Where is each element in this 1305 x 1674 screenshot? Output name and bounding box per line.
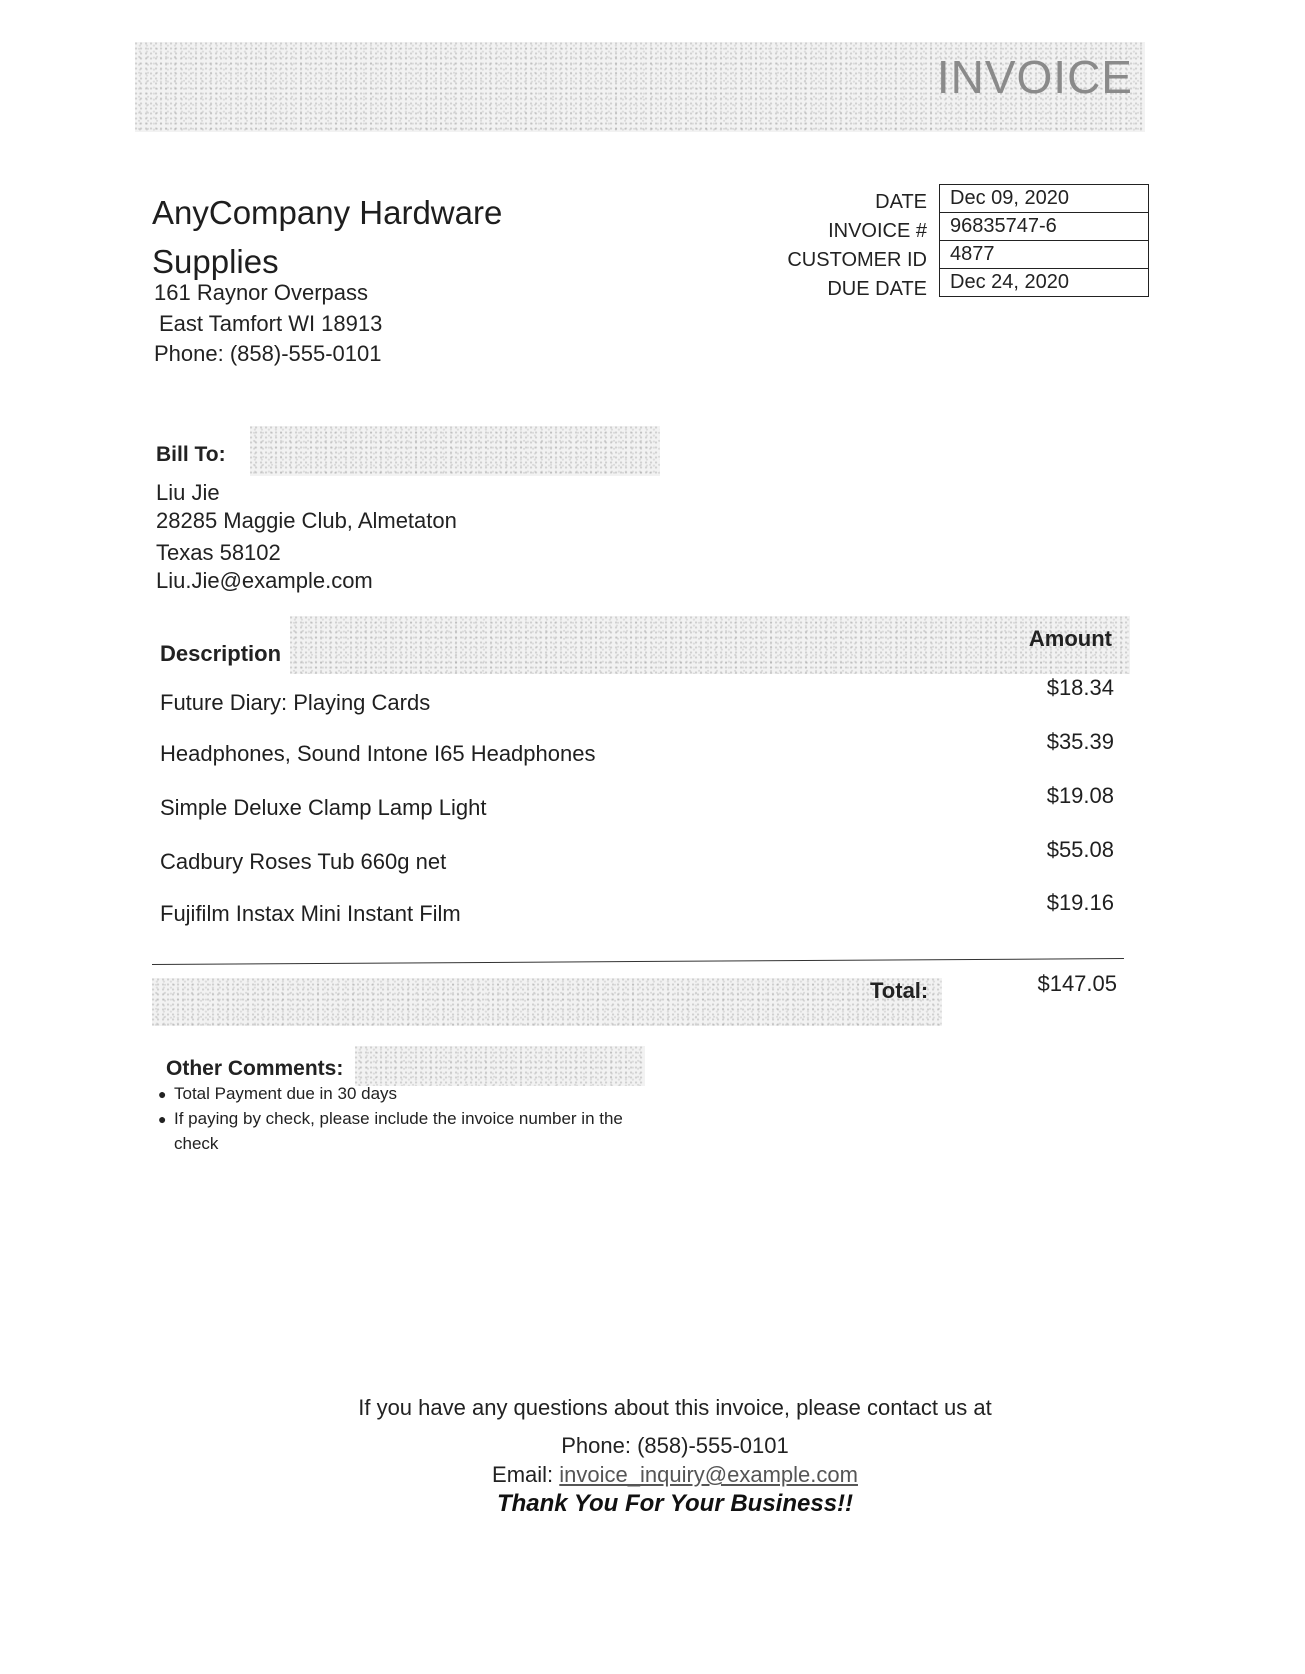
line-item-description: Cadbury Roses Tub 660g net [160,849,447,874]
description-column-header: Description [160,641,282,666]
line-item-amount: $35.39 [1046,729,1114,754]
comment-item [158,1081,634,1107]
footer-phone: Phone: (858)-555-0101 [561,1433,789,1458]
comment-item [158,1106,624,1156]
company-address-line1: 161 Raynor Overpass [154,280,368,305]
footer-email-line [0,1462,1305,1488]
bill-to-shading-band [250,426,660,476]
due-date-value: Dec 24, 2020 [950,271,1069,293]
invoice-meta-box [939,184,1149,297]
customer-id-label: CUSTOMER ID [787,249,927,271]
invoice-number-value: 96835747-6 [940,213,1148,241]
comment-text: Total Payment due in 30 days [174,1084,398,1103]
company-address-line2: East Tamfort WI 18913 [159,311,383,336]
other-comments-label: Other Comments: [166,1057,344,1080]
line-item-description: Fujifilm Instax Mini Instant Film [160,901,461,926]
bill-to-email: Liu.Jie@example.com [156,568,373,593]
comments-shading-band [355,1046,645,1086]
date-label: DATE [875,191,927,213]
invoice-meta-labels [787,188,927,304]
footer-question: If you have any questions about this invoice, please contact us at [358,1395,992,1420]
total-shading-band [152,978,942,1026]
footer-email-prefix: Email: [492,1462,554,1487]
total-label: Total: [870,978,929,1003]
description-shading-band [290,616,1130,674]
bullet-icon: ● [158,1086,167,1102]
date-value: Dec 09, 2020 [940,185,1148,213]
line-item-description: Headphones, Sound Intone I65 Headphones [160,741,596,766]
invoice-title: INVOICE [936,51,1133,103]
total-divider [152,958,1124,965]
company-name: AnyCompany Hardware Supplies [152,194,503,280]
total-value: $147.05 [1037,971,1117,996]
line-item-amount: $19.08 [1046,783,1114,808]
footer-email-link[interactable]: invoice_inquiry@example.com [559,1462,858,1487]
line-item-description: Simple Deluxe Clamp Lamp Light [160,795,487,820]
bill-to-address-line1: 28285 Maggie Club, Almetaton [156,508,457,533]
amount-column-header: Amount [1028,626,1112,651]
thank-you-message: Thank You For Your Business!! [496,1490,854,1517]
bill-to-label: Bill To: [156,443,226,466]
bullet-icon: ● [158,1111,167,1127]
due-date-label: DUE DATE [827,278,927,300]
line-item-amount: $55.08 [1046,837,1114,862]
line-item-amount: $19.16 [1046,890,1114,915]
bill-to-name: Liu Jie [156,480,220,505]
line-item-description: Future Diary: Playing Cards [160,690,431,715]
bill-to-address-line2: Texas 58102 [156,540,281,565]
company-phone: Phone: (858)-555-0101 [154,341,382,366]
line-item-amount: $18.34 [1046,675,1114,700]
invoice-number-label: INVOICE # [828,220,927,242]
comment-text: If paying by check, please include the invoice number in the check [174,1109,623,1153]
customer-id-value: 4877 [940,241,1148,269]
